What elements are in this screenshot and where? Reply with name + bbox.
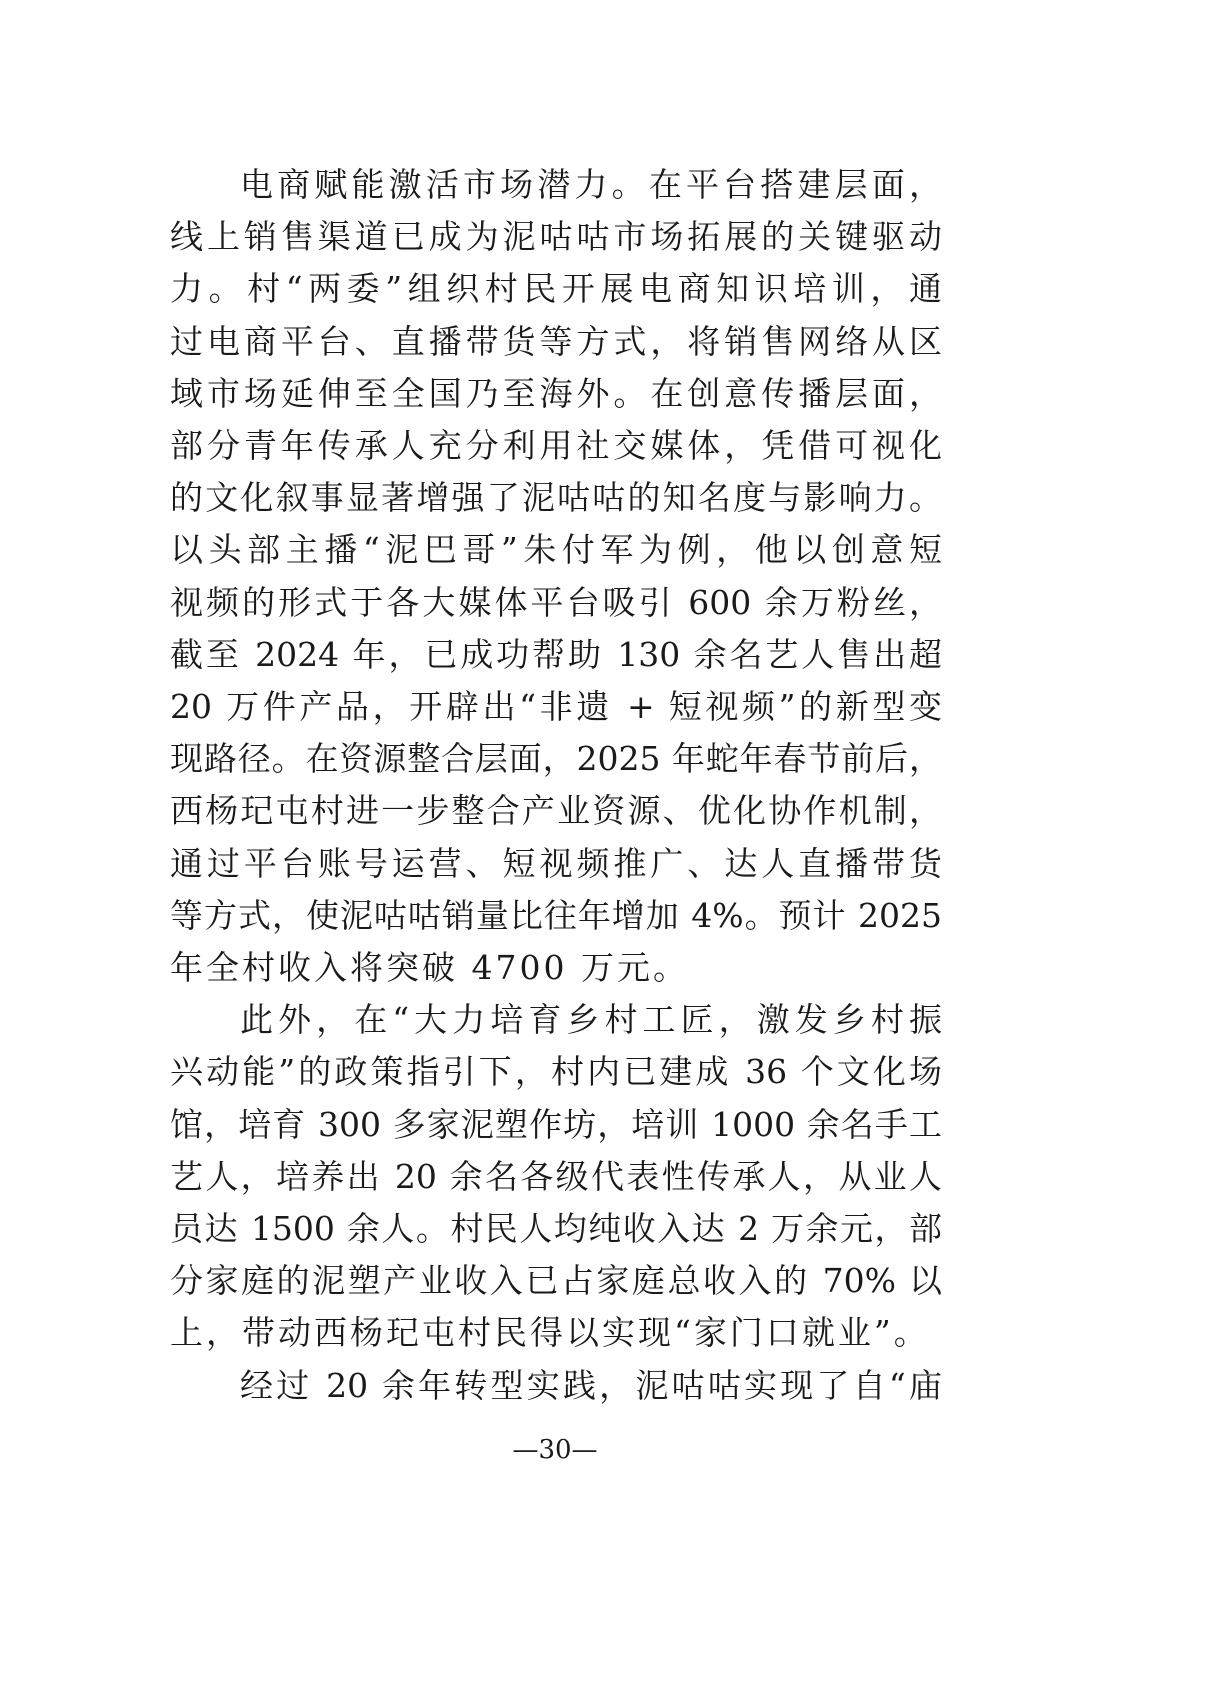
- text-line: 馆，培育 300 多家泥塑作坊，培训 1000 余名手工: [170, 1104, 942, 1144]
- text-line: 的文化叙事显著增强了泥咕咕的知名度与影响力。: [170, 478, 942, 518]
- text-line: 兴动能”的政策指引下，村内已建成 36 个文化场: [170, 1052, 942, 1092]
- text-line: 等方式，使泥咕咕销量比往年增加 4%。预计 2025: [170, 895, 942, 935]
- text-line: 此外，在“大力培育乡村工匠，激发乡村振: [240, 1000, 942, 1040]
- text-line: 域市场延伸至全国乃至海外。在创意传播层面，: [170, 373, 942, 413]
- page-number: —30—: [512, 1435, 598, 1465]
- text-line: 员达 1500 余人。村民人均纯收入达 2 万余元，部: [170, 1209, 942, 1248]
- text-line: 20 万件产品，开辟出“非遗 + 短视频”的新型变: [170, 687, 942, 726]
- text-line: 上，带动西杨玘屯村民得以实现“家门口就业”。: [170, 1313, 930, 1353]
- text-line: 截至 2024 年，已成功帮助 130 余名艺人售出超: [170, 634, 942, 674]
- text-line: 视频的形式于各大媒体平台吸引 600 余万粉丝，: [170, 582, 942, 622]
- text-line: 力。村“两委”组织村民开展电商知识培训，通: [170, 269, 942, 309]
- text-line: 部分青年传承人充分利用社交媒体，凭借可视化: [170, 426, 942, 465]
- text-line: 艺人，培养出 20 余名各级代表性传承人，从业人: [170, 1156, 942, 1196]
- text-line: 通过平台账号运营、短视频推广、达人直播带货: [170, 843, 942, 883]
- text-line: 年全村收入将突破 4700 万元。: [170, 948, 689, 987]
- text-line: 以头部主播“泥巴哥”朱付军为例，他以创意短: [170, 530, 942, 570]
- text-line: 现路径。在资源整合层面，2025 年蛇年春节前后，: [170, 739, 942, 779]
- text-line: 过电商平台、直播带货等方式，将销售网络从区: [170, 321, 942, 361]
- text-line: 西杨玘屯村进一步整合产业资源、优化协作机制，: [170, 791, 942, 831]
- text-line: 分家庭的泥塑产业收入已占家庭总收入的 70% 以: [170, 1261, 942, 1301]
- text-line: 经过 20 余年转型实践，泥咕咕实现了自“庙: [240, 1365, 942, 1405]
- text-line: 电商赋能激活市场潜力。在平台搭建层面，: [240, 165, 942, 204]
- text-line: 线上销售渠道已成为泥咕咕市场拓展的关键驱动: [170, 217, 942, 257]
